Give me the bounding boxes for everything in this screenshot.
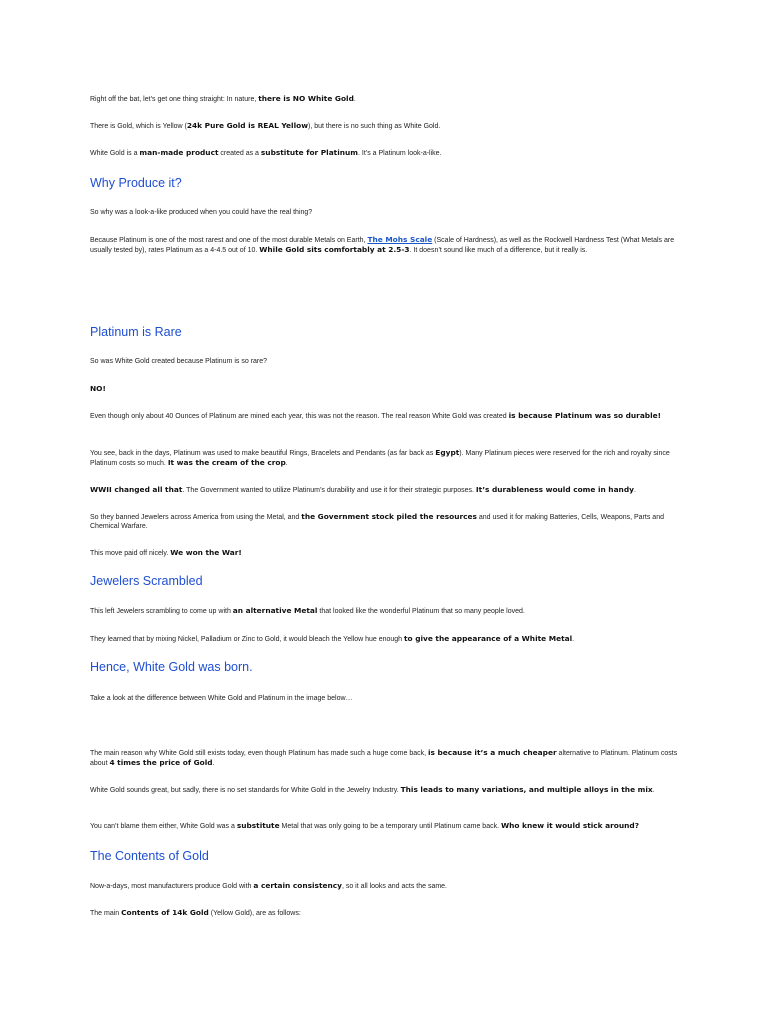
paragraph-alternative-metal: This left Jewelers scrambling to come up with an alternative Metal that looked like the wonderful Platinum that so many people loved.: [90, 606, 525, 615]
heading-platinum-rare: Platinum is Rare: [90, 325, 182, 339]
heading-white-gold-born: Hence, White Gold was born.: [90, 660, 253, 674]
paragraph-durable: Even though only about 40 Ounces of Platinum are mined each year, this was not the reason. The real reason White Gold was created is because Platinum was so durable!: [90, 411, 662, 420]
paragraph-contents-14k: The main Contents of 14k Gold (Yellow Gold), are as follows:: [90, 908, 301, 917]
paragraph-image-below: Take a look at the difference between White Gold and Platinum in the image below…: [90, 695, 353, 702]
paragraph-no-standards: White Gold sounds great, but sadly, there is no set standards for White Gold in the Jewelry Industry. This leads to many variations, and multiple alloys in the mix.: [90, 785, 655, 794]
paragraph-banned: So they banned Jewelers across America from using the Metal, and the Government stock piled the resources and used it for making Batteries, Cells, Weapons, Parts and Chemical Warfare.: [90, 512, 664, 530]
paragraph-cheaper: The main reason why White Gold still exists today, even though Platinum has made such a huge come back, is because it’s a much cheaper alternative to Platinum. Platinum costs about 4 times the price of Gold.: [90, 748, 678, 767]
heading-why-produce: Why Produce it?: [90, 176, 182, 190]
paragraph-yellow-gold: There is Gold, which is Yellow (24k Pure Gold is REAL Yellow), but there is no such thing as White Gold.: [90, 121, 441, 130]
mohs-scale-link[interactable]: The Mohs Scale: [367, 235, 433, 244]
paragraph-bleach: They learned that by mixing Nickel, Palladium or Zinc to Gold, it would bleach the Yellow hue enough to give the appearance of a White Metal.: [90, 634, 575, 643]
paragraph-why-question: So why was a look-a-like produced when you could have the real thing?: [90, 209, 313, 216]
paragraph-consistency: Now-a-days, most manufacturers produce Gold with a certain consistency, so it all looks and acts the same.: [90, 881, 448, 890]
paragraph-mohs-scale: Because Platinum is one of the most rarest and one of the most durable Metals on Earth, The Mohs Scale (Scale of Hardness), as well as the Rockwell Hardness Test (What Metals are usually tested by), rates Platinum as a 4-4.5 out of 10. While Gold sits comfortably at 2.5-3. It doesn’t sound like much of a difference, but it really is.: [90, 235, 675, 254]
paragraph-rare-question: So was White Gold created because Platinum is so rare?: [90, 358, 268, 365]
heading-jewelers-scrambled: Jewelers Scrambled: [90, 574, 203, 588]
paragraph-wwii: WWII changed all that. The Government wanted to utilize Platinum’s durability and use it for their strategic purposes. It’s durableness would come in handy.: [90, 485, 636, 494]
paragraph-substitute: You can’t blame them either, White Gold was a substitute Metal that was only going to be a temporary until Platinum came back. Who knew it would stick around?: [90, 821, 639, 830]
paragraph-intro: Right off the bat, let’s get one thing straight: In nature, there is NO White Gold.: [90, 94, 356, 103]
paragraph-egypt: You see, back in the days, Platinum was used to make beautiful Rings, Bracelets and Pendants (as far back as Egypt). Many Platinum pieces were reserved for the rich and royalty since Platinum costs so much. It was the cream of the crop.: [90, 448, 670, 467]
paragraph-won-war: This move paid off nicely. We won the War!: [90, 548, 242, 557]
heading-contents-of-gold: The Contents of Gold: [90, 849, 209, 863]
paragraph-man-made: White Gold is a man-made product created as a substitute for Platinum. It’s a Platinum look-a-like.: [90, 148, 442, 157]
paragraph-no: NO!: [90, 384, 106, 393]
